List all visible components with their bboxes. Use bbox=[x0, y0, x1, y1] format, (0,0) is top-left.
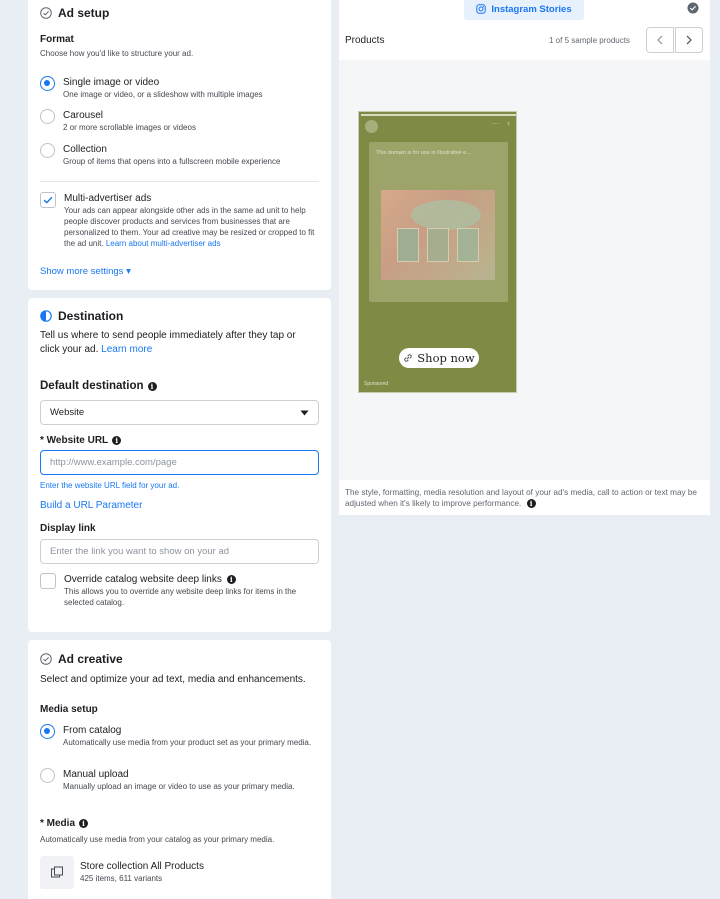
option-title: Single image or video bbox=[63, 77, 160, 88]
shop-now-label: Shop now bbox=[417, 351, 475, 365]
option-desc: One image or video, or a slideshow with multiple images bbox=[63, 90, 263, 99]
format-heading: Format bbox=[40, 34, 74, 45]
media-option-manual[interactable] bbox=[40, 768, 315, 792]
avatar bbox=[365, 120, 378, 133]
preview-note bbox=[345, 487, 705, 509]
override-title-wrap bbox=[64, 573, 316, 586]
destination-desc-wrap bbox=[40, 329, 315, 357]
story-preview bbox=[358, 111, 517, 393]
ad-card-preview bbox=[369, 142, 508, 302]
preview-panel bbox=[339, 0, 710, 515]
override-title: Override catalog website deep links bbox=[64, 574, 222, 585]
default-destination-label: Default destination bbox=[40, 380, 144, 392]
story-progress-bar bbox=[361, 114, 516, 116]
ad-creative-header bbox=[40, 652, 123, 666]
format-option-carousel[interactable] bbox=[40, 109, 196, 133]
default-destination-label-wrap bbox=[40, 380, 157, 392]
radio-unselected[interactable] bbox=[40, 109, 55, 124]
chevron-left-icon bbox=[656, 35, 664, 45]
products-label: Products bbox=[345, 35, 385, 46]
override-desc: This allows you to override any website deep links for items in the selected catalog. bbox=[64, 587, 297, 607]
chevron-right-icon bbox=[685, 35, 693, 45]
display-link-input[interactable] bbox=[40, 539, 319, 564]
option-title: Manual upload bbox=[63, 769, 129, 780]
shop-now-button[interactable] bbox=[399, 348, 479, 368]
ad-setup-card bbox=[28, 0, 331, 290]
ad-setup-title: Ad setup bbox=[58, 6, 110, 20]
destination-header bbox=[40, 309, 123, 323]
website-url-label-wrap bbox=[40, 435, 121, 446]
ad-creative-desc: Select and optimize your ad text, media and enhancements. bbox=[40, 674, 306, 685]
option-desc: Automatically use media from your product set as your primary media. bbox=[63, 738, 312, 747]
product-jar bbox=[397, 228, 419, 262]
info-icon[interactable]: i bbox=[227, 575, 236, 584]
sample-count: 1 of 5 sample products bbox=[549, 36, 630, 45]
info-icon[interactable]: i bbox=[112, 436, 121, 445]
placeholder-text: This domain is for use in illustrative e... bbox=[376, 150, 471, 156]
media-option-catalog[interactable] bbox=[40, 724, 315, 748]
platform-tab-label: Instagram Stories bbox=[491, 3, 572, 15]
close-icon: ‹ bbox=[507, 118, 510, 128]
show-more-settings-link[interactable]: Show more settings ▾ bbox=[40, 266, 131, 277]
catalog-icon bbox=[50, 866, 64, 880]
preview-header bbox=[339, 0, 710, 60]
check-circle-icon bbox=[40, 7, 52, 19]
website-url-hint: Enter the website URL field for your ad. bbox=[40, 481, 180, 490]
multi-advertiser-title: Multi-advertiser ads bbox=[64, 193, 152, 204]
store-collection-sub: 425 items, 611 variants bbox=[80, 874, 163, 883]
next-product-button[interactable] bbox=[675, 27, 703, 53]
info-icon[interactable]: i bbox=[527, 499, 536, 508]
learn-multi-advertiser-link[interactable]: Learn about multi-advertiser ads bbox=[105, 239, 221, 248]
media-setup-heading: Media setup bbox=[40, 704, 98, 715]
multi-advertiser-desc: Your ads can appear alongside other ads in the same ad unit to help people discover products and services from businesses that are personalized to them. Your ad creative may be resized or cropped to fit the ad unit. bbox=[64, 206, 315, 248]
divider bbox=[40, 181, 319, 182]
product-jar bbox=[457, 228, 479, 262]
preview-note-text: The style, formatting, media resolution and layout of your ad's media, call to action or text may be adjusted when it's likely to improve performance. bbox=[345, 488, 697, 508]
more-icon: ··· bbox=[491, 119, 499, 128]
store-collection-title: Store collection All Products bbox=[80, 861, 204, 872]
option-title: From catalog bbox=[63, 725, 122, 736]
sponsored-label: Sponsored bbox=[364, 381, 389, 387]
build-url-parameter-link[interactable]: Build a URL Parameter bbox=[40, 500, 143, 511]
ad-creative-title: Ad creative bbox=[58, 652, 123, 666]
destination-card bbox=[28, 298, 331, 632]
option-desc: 2 or more scrollable images or videos bbox=[63, 123, 196, 132]
override-deep-links-option[interactable] bbox=[40, 573, 316, 608]
option-desc: Group of items that opens into a fullscreen mobile experience bbox=[63, 157, 281, 166]
instagram-icon bbox=[476, 4, 486, 14]
option-desc: Manually upload an image or video to use as your primary media. bbox=[63, 782, 295, 791]
display-link-label: Display link bbox=[40, 523, 96, 534]
store-collection-info[interactable] bbox=[80, 860, 204, 884]
ad-creative-card bbox=[28, 640, 331, 899]
half-circle-icon bbox=[40, 310, 52, 322]
radio-unselected[interactable] bbox=[40, 768, 55, 783]
radio-selected[interactable] bbox=[40, 724, 55, 739]
checkmark-icon bbox=[41, 193, 55, 207]
website-url-label: * Website URL bbox=[40, 435, 109, 446]
prev-product-button[interactable] bbox=[646, 27, 674, 53]
media-label-wrap bbox=[40, 818, 88, 829]
info-icon[interactable]: i bbox=[79, 819, 88, 828]
product-image bbox=[381, 190, 495, 280]
check-circle-icon bbox=[40, 653, 52, 665]
link-icon bbox=[403, 353, 413, 363]
display-link-placeholder: Enter the link you want to show on your ad bbox=[50, 546, 230, 557]
media-desc: Automatically use media from your catalog as your primary media. bbox=[40, 835, 275, 844]
caret-down-icon bbox=[300, 410, 309, 416]
radio-selected[interactable] bbox=[40, 76, 55, 91]
format-option-collection[interactable] bbox=[40, 143, 280, 167]
learn-more-link[interactable]: Learn more bbox=[101, 344, 153, 355]
destination-desc: Tell us where to send people immediately after they tap or click your ad. bbox=[40, 330, 296, 355]
format-desc: Choose how you'd like to structure your ad. bbox=[40, 49, 194, 58]
option-title: Carousel bbox=[63, 110, 104, 121]
ad-setup-header bbox=[40, 6, 109, 20]
website-url-input[interactable] bbox=[40, 450, 319, 475]
radio-unselected[interactable] bbox=[40, 143, 55, 158]
website-url-placeholder: http://www.example.com/page bbox=[50, 457, 177, 468]
status-check-icon bbox=[687, 2, 699, 14]
default-destination-value: Website bbox=[50, 407, 85, 418]
destination-title: Destination bbox=[58, 309, 124, 323]
media-label: * Media bbox=[40, 818, 76, 829]
multi-advertiser-checkbox[interactable] bbox=[40, 192, 56, 208]
info-icon[interactable]: i bbox=[148, 382, 157, 391]
format-option-single[interactable] bbox=[40, 76, 263, 100]
override-deep-links-checkbox[interactable] bbox=[40, 573, 56, 589]
product-jar bbox=[427, 228, 449, 262]
store-collection-thumb[interactable] bbox=[40, 856, 74, 889]
option-title: Collection bbox=[63, 144, 107, 155]
multi-advertiser-option[interactable] bbox=[40, 192, 316, 249]
instagram-stories-tab[interactable] bbox=[464, 0, 584, 20]
default-destination-select[interactable] bbox=[40, 400, 319, 425]
